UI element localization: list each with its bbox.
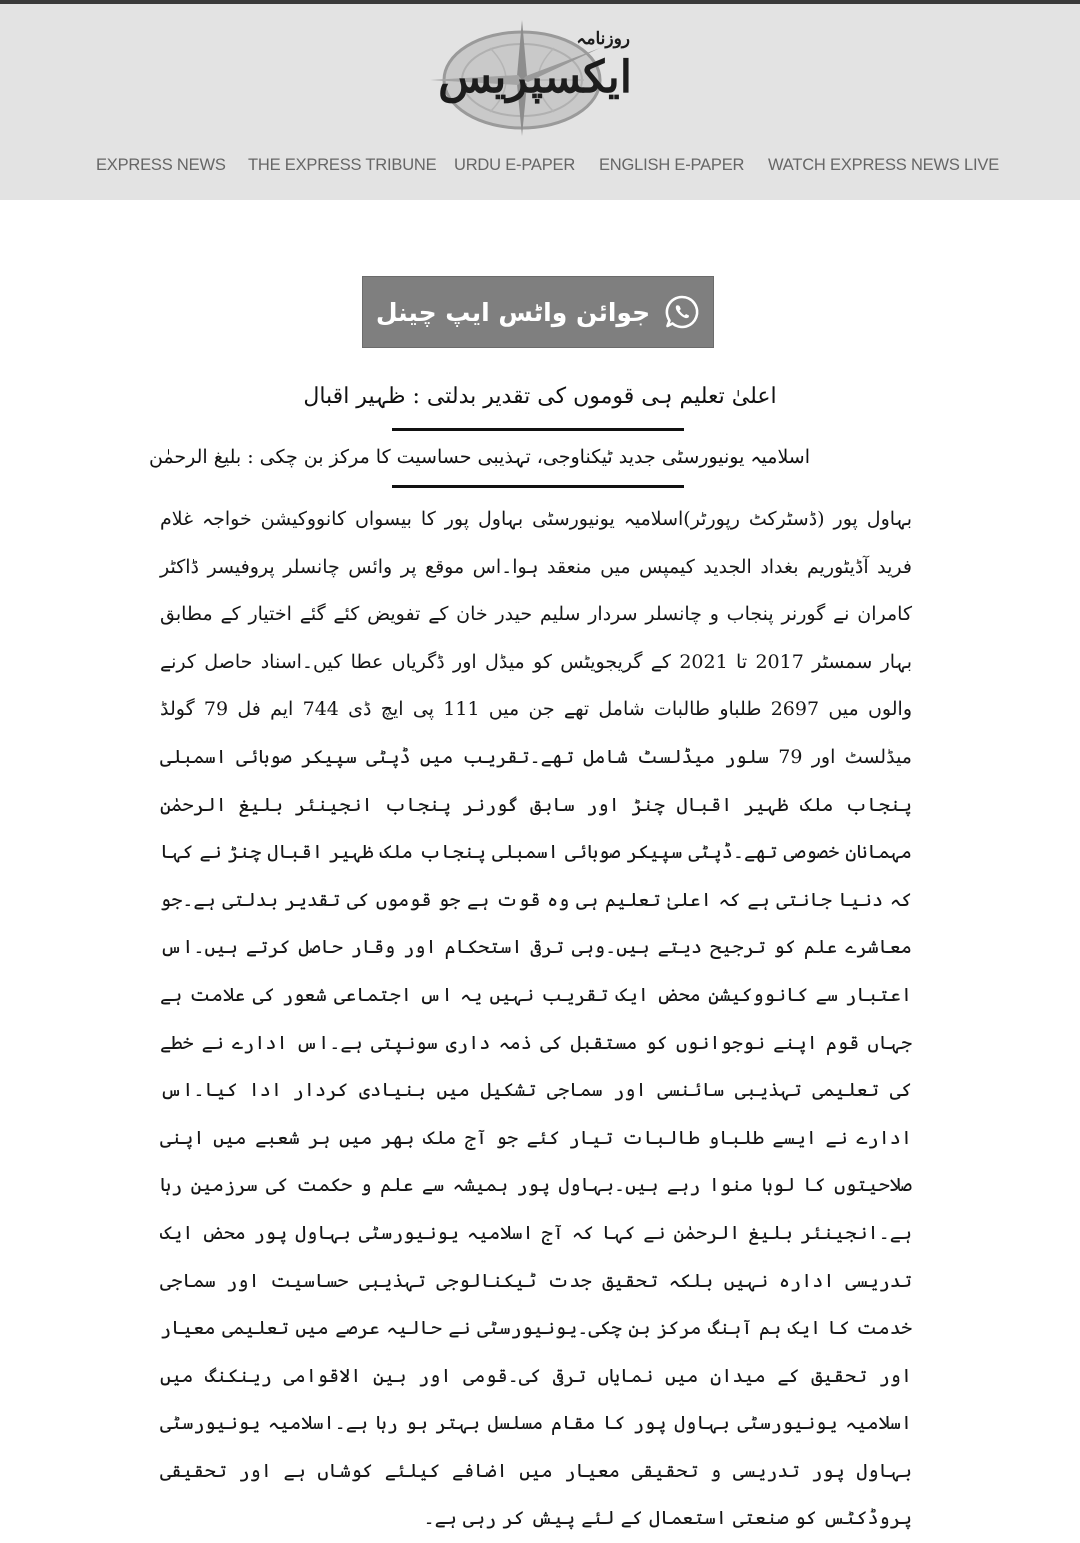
site-header xyxy=(0,4,1080,200)
nav-express-tribune[interactable]: THE EXPRESS TRIBUNE xyxy=(248,156,437,174)
article-subheadline: اسلامیہ یونیورسٹی جدید ٹیکناوجی، تہذیبی حساسیت کا مرکز بن چکی : بلیغ الرحمٰن xyxy=(148,446,810,468)
nav-urdu-epaper[interactable]: URDU E-PAPER xyxy=(454,156,576,174)
join-whatsapp-channel-button[interactable] xyxy=(362,276,714,348)
nav-express-news[interactable]: EXPRESS NEWS xyxy=(96,156,226,174)
whatsapp-button-label: جوائن واٹس ایپ چینل xyxy=(375,297,651,327)
express-logo[interactable] xyxy=(430,18,650,138)
top-nav xyxy=(0,156,1080,186)
headline-divider xyxy=(392,428,684,431)
article-headline: اعلیٰ تعلیم ہی قوموں کی تقدیر بدلتی : ظہیر اقبال xyxy=(303,384,777,409)
logo-title: ایکسپریس xyxy=(438,52,632,103)
logo-subtitle: روزنامہ xyxy=(576,29,630,49)
whatsapp-icon xyxy=(664,294,700,330)
nav-watch-live[interactable]: WATCH EXPRESS NEWS LIVE xyxy=(768,156,1000,174)
article-body xyxy=(160,496,912,1543)
subheadline-divider xyxy=(392,485,684,488)
nav-english-epaper[interactable]: ENGLISH E-PAPER xyxy=(599,156,745,174)
article-paragraph: بہاول پور (ڈسٹرکٹ رپورٹر)اسلامیہ یونیورسٹی بہاول پور کا بیسواں کانووکیشن خواجہ غلام فرید آڈیٹوریم بغداد الجدید کیمپس میں منعقد ہوا۔اس موقع پر وائس چانسلر پروفیسر ڈاکٹر کامران نے گورنر پنجاب و چانسلر سردار سلیم حیدر خان کے تفویض کئے گئے اختیار کے مطابق بہار سمسٹر 2017 تا 2021 کے گریجویٹس کو میڈل اور ڈگریاں عطا کیں۔اسناد حاصل کرنے والوں میں 2697 طلباو طالبات شامل تھے جن میں 111 پی ایچ ڈی 744 ایم فل 79 گولڈ میڈلسٹ اور 79 سلور میڈلسٹ شامل تھے۔تقریب میں ڈپٹی سپیکر صوبائی اسمبلی پنجاب ملک ظہیر اقبال چنڑ اور سابق گورنر پنجاب انجینئر بلیغ الرحمٰن مہمانان خصوصی تھے۔ڈپٹی سپیکر صوبائی اسمبلی پنجاب ملک ظہیر اقبال چنڑ نے کہا کہ دنیا جانتی ہے کہ اعلیٰ تعلیم ہی وہ قوت ہے جو قوموں کی تقدیر بدلتی ہے۔جو معاشرے علم کو ترجیح دیتے ہیں۔وہی ترقی استحکام اور وقار حاصل کرتے ہیں۔اس اعتبار سے کانووکیشن محض ایک تقریب نہیں یہ اس اجتماعی شعور کی علامت ہے جہاں قوم اپنے نوجوانوں کو مستقبل کی ذمہ داری سونپتی ہے۔اس ادارے نے خطے کی تعلیمی تہذیبی سائنسی اور سماجی تشکیل میں بنیادی کردار ادا کیا۔اس ادارے نے ایسے طلباو طالبات تیار کئے جو آج ملک بھر میں ہر شعبے میں اپنی صلاحیتوں کا لوہا منوا رہے ہیں۔بہاول پور ہمیشہ سے علم و حکمت کی سرزمین رہا ہے۔انجینئر بلیغ الرحمٰن نے کہا کہ آج اسلامیہ یونیورسٹی بہاول پور محض ایک تدریسی ادارہ نہیں بلکہ تحقیق جدت ٹیکنالوجی تہذیبی حساسیت اور سماجی خدمت کا ایک ہم آہنگ مرکز بن چکی۔یونیورسٹی نے حالیہ عرصے میں تعلیمی معیار اور تحقیق کے میدان میں نمایاں ترقی کی۔قومی اور بین الاقوامی رینکنگ میں اسلامیہ یونیورسٹی بہاول پور کا مقام مسلسل بہتر ہو رہا ہے۔اسلامیہ یونیورسٹی بہاول پور تدریسی و تحقیقی معیار میں اضافے کیلئے کوشاں ہے اور تحقیقی پروڈکٹس کو صنعتی استعمال کے لئے پیش کر رہی ہے۔ xyxy=(160,508,912,1530)
